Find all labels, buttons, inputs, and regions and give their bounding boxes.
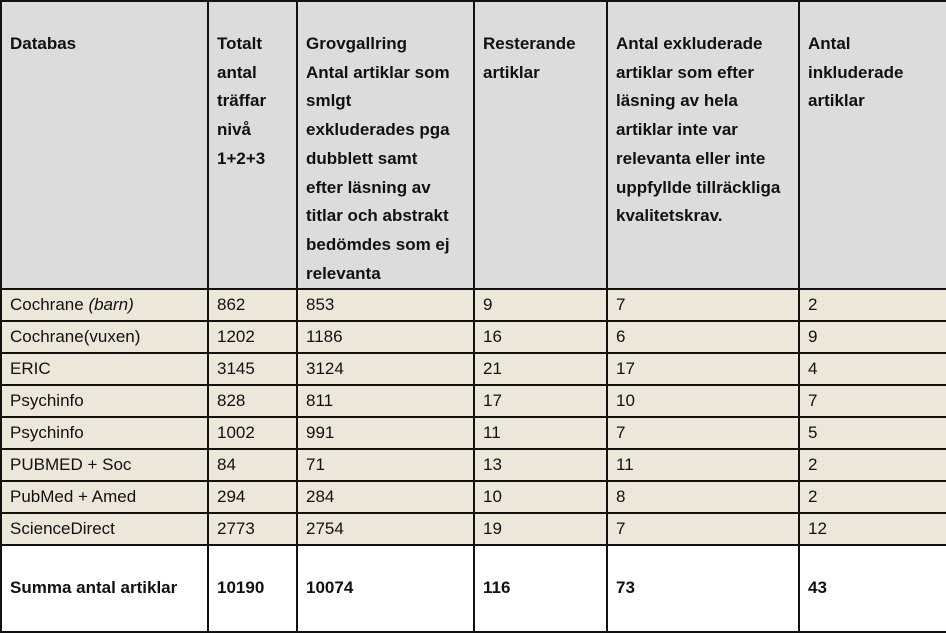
database-cell xyxy=(1,449,208,481)
header-line: läsning av hela xyxy=(616,91,738,111)
header-line: uppfyllde tillräckliga xyxy=(616,177,781,197)
table-row xyxy=(1,417,946,449)
cell-grov: 2754 xyxy=(297,513,474,545)
header-line: artiklar xyxy=(808,91,865,111)
sum-rest: 116 xyxy=(474,545,607,632)
database-cell xyxy=(1,513,208,545)
database-name: Psychinfo xyxy=(10,422,84,442)
header-line: kvalitetskrav. xyxy=(616,206,723,226)
header-line: smlgt xyxy=(306,91,352,111)
cell-grov: 853 xyxy=(297,289,474,321)
header-line: efter läsning av xyxy=(306,177,431,197)
cell-rest: 10 xyxy=(474,481,607,513)
cell-grov: 284 xyxy=(297,481,474,513)
header-line: relevanta eller inte xyxy=(616,148,766,168)
sum-grov: 10074 xyxy=(297,545,474,632)
cell-rest: 13 xyxy=(474,449,607,481)
table-row xyxy=(1,513,946,545)
header-resterande xyxy=(474,1,607,289)
cell-total: 2773 xyxy=(208,513,297,545)
header-line: artiklar xyxy=(483,62,540,82)
header-line: Antal xyxy=(808,34,851,53)
header-line: träffar xyxy=(217,91,267,111)
cell-incl: 12 xyxy=(799,513,946,545)
sum-total: 10190 xyxy=(208,545,297,632)
table-row xyxy=(1,385,946,417)
header-line: nivå xyxy=(217,120,252,140)
header-line: Grovgallring xyxy=(306,34,408,53)
header-row xyxy=(1,1,946,289)
database-cell xyxy=(1,417,208,449)
cell-total: 294 xyxy=(208,481,297,513)
cell-excl: 7 xyxy=(607,417,799,449)
cell-total: 3145 xyxy=(208,353,297,385)
cell-excl: 11 xyxy=(607,449,799,481)
database-qualifier: (barn) xyxy=(88,294,134,314)
cell-total: 1002 xyxy=(208,417,297,449)
database-cell xyxy=(1,385,208,417)
database-cell xyxy=(1,289,208,321)
cell-excl: 8 xyxy=(607,481,799,513)
header-line: artiklar som efter xyxy=(616,62,754,82)
header-line: Antal artiklar som xyxy=(306,62,450,82)
cell-incl: 5 xyxy=(799,417,946,449)
header-line: bedömdes som ej xyxy=(306,234,450,254)
cell-rest: 11 xyxy=(474,417,607,449)
cell-incl: 2 xyxy=(799,449,946,481)
table-row xyxy=(1,289,946,321)
database-cell xyxy=(1,321,208,353)
cell-grov: 1186 xyxy=(297,321,474,353)
cell-incl: 9 xyxy=(799,321,946,353)
header-line: dubblett samt xyxy=(306,148,418,168)
database-name: Cochrane(vuxen) xyxy=(10,326,141,346)
header-grovgallring xyxy=(297,1,474,289)
database-name: PubMed + Amed xyxy=(10,486,137,506)
cell-grov: 3124 xyxy=(297,353,474,385)
cell-excl: 7 xyxy=(607,513,799,545)
cell-rest: 17 xyxy=(474,385,607,417)
cell-excl: 10 xyxy=(607,385,799,417)
cell-rest: 9 xyxy=(474,289,607,321)
sum-excl: 73 xyxy=(607,545,799,632)
header-line: titlar och abstrakt xyxy=(306,206,449,226)
header-exkluderade xyxy=(607,1,799,289)
cell-incl: 2 xyxy=(799,289,946,321)
cell-excl: 7 xyxy=(607,289,799,321)
database-name: ERIC xyxy=(10,358,51,378)
database-name: Psychinfo xyxy=(10,390,84,410)
cell-rest: 19 xyxy=(474,513,607,545)
database-cell xyxy=(1,481,208,513)
table-row xyxy=(1,321,946,353)
cell-total: 1202 xyxy=(208,321,297,353)
header-line: artiklar inte var xyxy=(616,120,738,140)
cell-grov: 811 xyxy=(297,385,474,417)
cell-total: 862 xyxy=(208,289,297,321)
header-line: antal xyxy=(217,62,257,82)
header-totalt xyxy=(208,1,297,289)
cell-rest: 16 xyxy=(474,321,607,353)
cell-incl: 4 xyxy=(799,353,946,385)
header-line: exkluderades pga xyxy=(306,120,450,140)
cell-grov: 71 xyxy=(297,449,474,481)
table-row xyxy=(1,481,946,513)
sum-incl: 43 xyxy=(799,545,946,632)
header-line: relevanta xyxy=(306,263,381,283)
header-inkluderade xyxy=(799,1,946,289)
cell-rest: 21 xyxy=(474,353,607,385)
header-line: Antal exkluderade xyxy=(616,34,763,53)
database-cell xyxy=(1,353,208,385)
header-line: inkluderade xyxy=(808,62,904,82)
table-row xyxy=(1,353,946,385)
header-line: 1+2+3 xyxy=(217,148,266,168)
sum-row xyxy=(1,545,946,632)
header-line: Totalt xyxy=(217,34,263,53)
cell-incl: 2 xyxy=(799,481,946,513)
cell-grov: 991 xyxy=(297,417,474,449)
database-name: Cochrane xyxy=(10,294,89,314)
header-line: Resterande xyxy=(483,34,576,53)
header-databas: Databas xyxy=(1,1,208,289)
cell-incl: 7 xyxy=(799,385,946,417)
database-name: PUBMED + Soc xyxy=(10,454,132,474)
table-row xyxy=(1,449,946,481)
sum-label: Summa antal artiklar xyxy=(1,545,208,632)
cell-excl: 17 xyxy=(607,353,799,385)
cell-total: 828 xyxy=(208,385,297,417)
database-name: ScienceDirect xyxy=(10,518,115,538)
cell-excl: 6 xyxy=(607,321,799,353)
cell-total: 84 xyxy=(208,449,297,481)
